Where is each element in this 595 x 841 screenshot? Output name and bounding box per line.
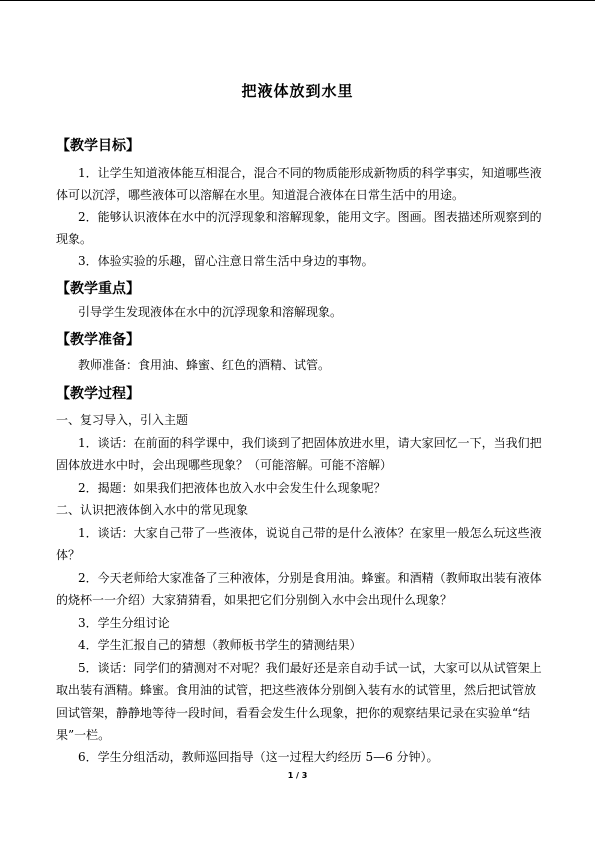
goal-3: 3．体验实验的乐趣，留心注意日常生活中身边的事物。 [78,254,374,268]
step-2-1-line-2: 体？ [56,548,81,562]
goal-2-line-1: 2．能够认识液体在水中的沉浮现象和溶解现象，能用文字。图画。图表描述所观察到的 [78,210,542,224]
step-2-2-line-1: 2．今天老师给大家准备了三种液体，分别是食用油。蜂蜜。和酒精（教师取出装有液体 [78,571,542,585]
goal-1-line-2: 体可以沉浮，哪些液体可以溶解在水里。知道混合液体在日常生活中的用途。 [56,188,465,202]
heading-teaching-prep: 【教学准备】 [56,332,140,348]
step-1-2: 2．揭题：如果我们把液体也放入水中会发生什么现象呢？ [78,481,386,495]
focus-text: 引导学生发现液体在水中的沉浮现象和溶解现象。 [78,305,343,319]
document-title: 把液体放到水里 [241,82,354,100]
step-2-6: 6．学生分组活动，教师巡回指导（这一过程大约经历 5—6 分钟）。 [78,750,439,764]
step-2-1-line-1: 1．谈话：大家自己带了一些液体，说说自己带的是什么液体？在家里一般怎么玩这些液 [78,526,542,540]
step-1-1-line-1: 1．谈话：在前面的科学课中，我们谈到了把固体放进水里，请大家回忆一下，当我们把 [78,436,542,450]
page-number: 1 / 3 [287,771,308,780]
heading-teaching-goals: 【教学目标】 [56,138,140,154]
step-2-5-line-3: 回试管架，静静地等待一段时间，看看会发生什么现象，把你的观察结果记录在实验单“结 [56,706,531,720]
heading-teaching-process: 【教学过程】 [56,386,140,402]
step-2-5-line-1: 5．谈话：同学们的猜测对不对呢？我们最好还是亲自动手试一试，大家可以从试管架上 [78,661,542,675]
heading-teaching-focus: 【教学重点】 [56,281,140,297]
step-2-4: 4．学生汇报自己的猜想（教师板书学生的猜测结果） [78,638,362,652]
prep-text: 教师准备：食用油、蜂蜜、红色的酒精、试管。 [78,358,331,372]
goal-2-line-2: 现象。 [56,232,93,246]
process-step-2-title: 二、认识把液体倒入水中的常见现象 [56,503,249,517]
step-1-1-line-2: 固体放进水中时，会出现哪些现象？（可能溶解。可能不溶解） [56,458,393,472]
step-2-5-line-4: 果”一栏。 [56,728,111,742]
step-2-5-line-2: 取出装有酒精。蜂蜜。食用油的试管，把这些液体分别倒入装有水的试管里，然后把试管放 [56,683,537,697]
step-2-3: 3．学生分组讨论 [78,616,170,630]
process-step-1-title: 一、复习导入，引入主题 [56,413,189,427]
goal-1-line-1: 1．让学生知道液体能互相混合，混合不同的物质能形成新物质的科学事实，知道哪些液 [78,166,542,180]
step-2-2-line-2: 的烧杯一一介绍）大家猜猜看，如果把它们分别倒入水中会出现什么现象？ [56,593,453,607]
